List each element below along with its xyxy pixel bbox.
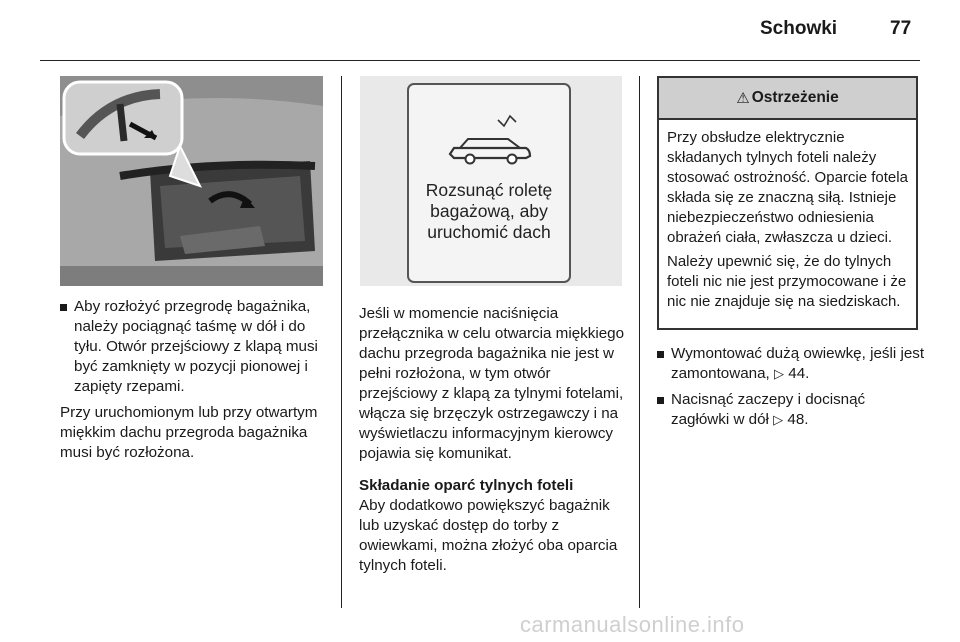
list-item: Wymontować dużą owiewkę, jeśli jest zamontowana, ▷ 44. [657, 344, 927, 384]
paragraph: Przy uruchomionym lub przy otwartym miękkim dachu przegroda bagażnika musi być rozłożona. [60, 404, 318, 461]
page-number: 77 [890, 18, 912, 39]
paragraph: Aby dodatkowo powiększyć bagażnik lub uzyskać dostęp do torby z owiewkami, można złożyć oba oparcia tylnych foteli. [359, 497, 618, 574]
warning-triangle-icon: ⚠ [736, 90, 750, 107]
page-ref-arrow-icon: ▷ [773, 412, 784, 427]
warning-box [657, 76, 918, 330]
header-divider [40, 60, 920, 61]
warning-header [659, 78, 916, 120]
page-title: Schowki [760, 18, 838, 39]
warning-paragraph: Należy upewnić się, że do tylnych foteli nic nie jest przymocowane i że nic nie znajduje się na siedziskach. [667, 253, 907, 310]
warning-paragraph: Przy obsłudze elektrycznie składanych tylnych foteli należy stosować ostrożność. Oparcie fotela składa się ze znaczną siłą. Istnieje niebezpieczeństwo odniesienia obrażeń ciała, zwłaszcza u dzieci. [667, 129, 908, 246]
watermark: carmanualsonline.info [520, 612, 745, 637]
section-heading: Składanie oparć tylnych foteli [359, 477, 574, 494]
display-message-line-1: Rozsunąć roletę [425, 180, 553, 200]
driver-info-display-illustration [360, 76, 622, 286]
column-divider-2 [639, 76, 640, 608]
warning-title: Ostrzeżenie [751, 89, 839, 106]
trunk-partition-photo [60, 76, 323, 286]
column-divider-1 [341, 76, 342, 608]
col1-text [60, 297, 330, 463]
col3-text [657, 344, 927, 430]
list-item: Nacisnąć zaczepy i docisnąć zagłówki w dół ▷ 48. [657, 390, 927, 430]
page-ref-arrow-icon: ▷ [774, 366, 785, 381]
list-item: Aby rozłożyć przegrodę bagażnika, należy pociągnąć taśmę w dół i do tyłu. Otwór przejściowy z klapą musi być zamknięty w pozycji pionowej i zapięty rzepami. [60, 297, 330, 397]
col2-text [359, 304, 631, 576]
paragraph: Jeśli w momencie naciśnięcia przełącznika w celu otwarcia miękkiego dachu przegroda bagażnika nie jest w pełni rozłożona, w tym otwór przejściowy z klapą za tylnymi fotelami, włącza się brzęczyk ostrzegawczy i na wyświetlaczu informacyjnym kierowcy pojawia się komunikat. [359, 305, 625, 462]
display-message-line-2: bagażową, aby [430, 201, 548, 221]
display-message-line-3: uruchomić dach [427, 222, 551, 242]
